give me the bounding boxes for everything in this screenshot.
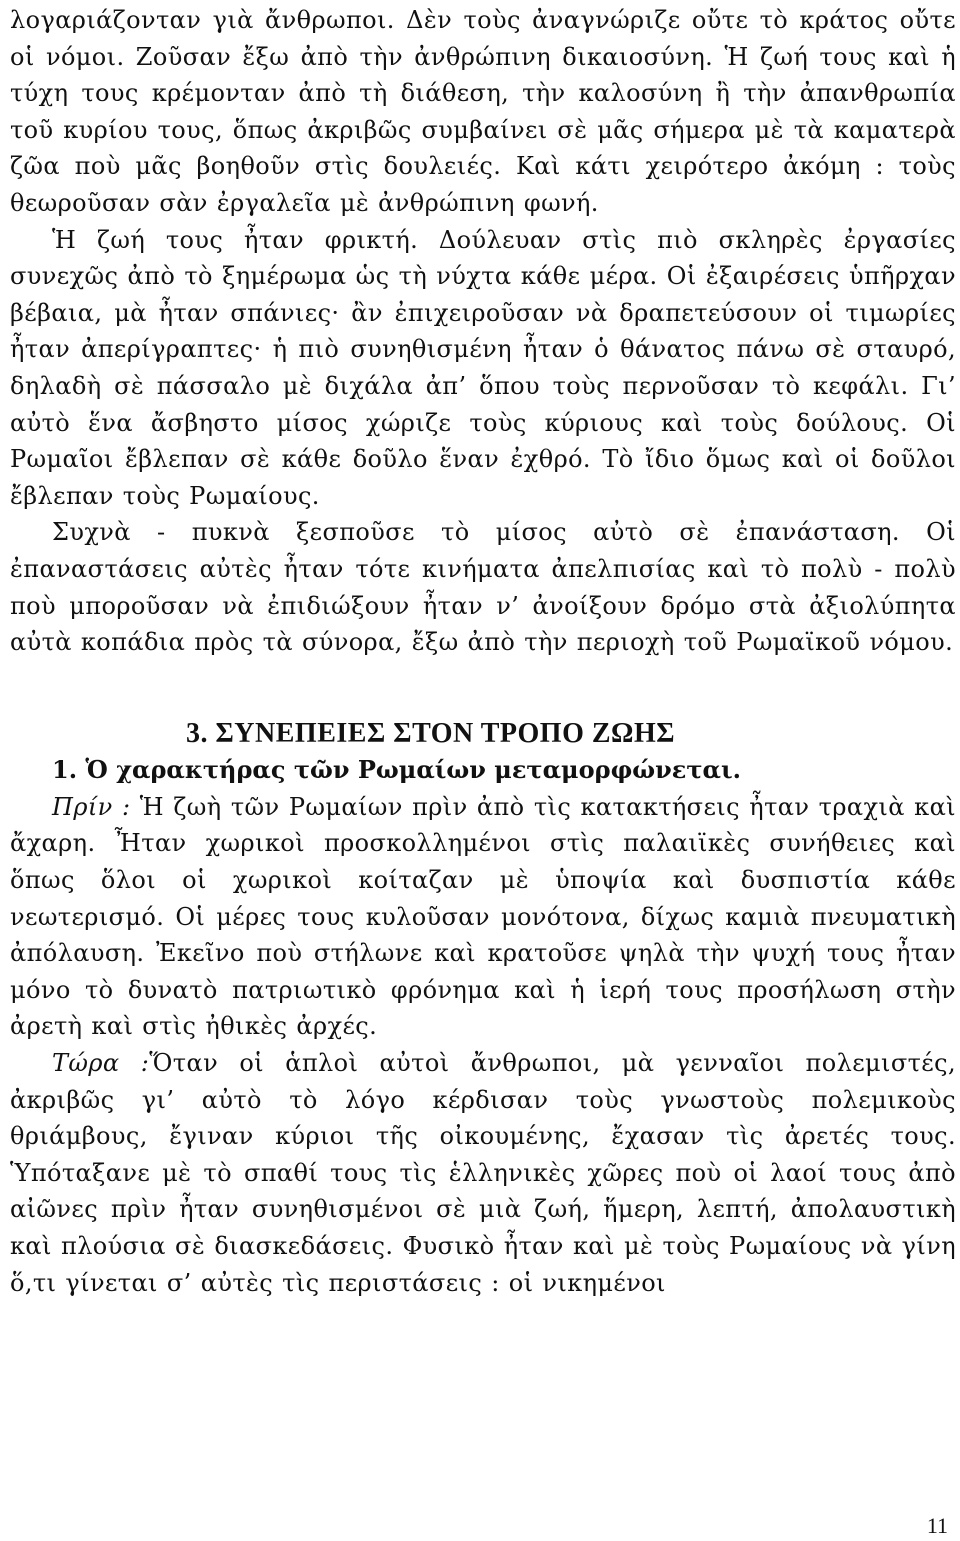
subsection-title: 1. Ὁ χαρακτήρας τῶν Ρωμαίων μεταμορφώνεται. — [52, 755, 741, 785]
section-title: 3. ΣΥΝΕΠΕΙΕΣ ΣΤΟΝ ΤΡΟΠΟ ΖΩΗΣ — [186, 717, 676, 749]
before-text: Ἡ ζωὴ τῶν Ρωμαίων πρὶν ἀπὸ τὶς κατακτήσεις ἦταν τραχιὰ καὶ ἄχαρη. Ἦταν χωρικοὶ προσκολλημένοι στὶς παλαιϊκὲς συνήθειες καὶ ὅπως ὅλοι οἱ χωρικοὶ κοίταζαν μὲ ὑποψία καὶ δυσπιστία κάθε νεωτερισμό. Οἱ μέρες τους κυλοῦσαν μονότονα, δίχως καμιὰ πνευματικὴ ἀπόλαυση. Ἐκεῖνο ποὺ στήλωνε καὶ κρατοῦσε ψηλὰ τὴν ψυχή τους ἦταν μόνο τὸ δυνατὸ πατριωτικὸ φρόνημα καὶ ἡ ἱερή τους προσήλωση στὴν ἀρετὴ καὶ στὶς ἠθικὲς ἀρχές. — [10, 792, 956, 1041]
paragraph-now — [10, 1045, 956, 1301]
document-page — [10, 2, 956, 1301]
page-number: 11 — [926, 1513, 948, 1538]
now-text: Ὅταν οἱ ἁπλοὶ αὐτοὶ ἄνθρωποι, μὰ γενναῖοι πολεμιστές, ἀκριβῶς γι’ αὐτὸ τὸ λόγο κέρδισαν τοὺς γνωστοὺς πολεμικοὺς θριάμβους, ἔγιναν κύριοι τῆς οἰκουμένης, ἔχασαν τὶς ἀρετές τους. Ὑπόταξανε μὲ τὸ σπαθί τους τὶς ἑλληνικὲς χῶρες ποὺ οἱ λαοί τους ἀπὸ αἰῶνες πρὶν ἦταν συνηθισμένοι σὲ μιὰ ζωή, ἥμερη, λεπτή, ἀπολαυστικὴ καὶ πλούσια σὲ διασκεδάσεις. Φυσικὸ ἦταν καὶ μὲ τοὺς Ρωμαίους νὰ γίνη ὅ,τι γίνεται σ’ αὐτὲς τὶς περιστάσεις : οἱ νικημένοι — [10, 1049, 956, 1297]
before-lead: Πρίν : — [52, 792, 131, 821]
now-lead: Τώρα : — [52, 1049, 150, 1078]
paragraph-slaves-life: Ἡ ζωή τους ἦταν φρικτή. Δούλευαν στὶς πιὸ σκληρὲς ἐργασίες συνεχῶς ἀπὸ τὸ ξημέρωμα ὡς τὴ νύχτα κάθε μέρα. Οἱ ἐξαιρέσεις ὑπῆρχαν βέβαια, μὰ ἦταν σπάνιες· ἂν ἐπιχειροῦσαν νὰ δραπετεύσουν οἱ τιμωρίες ἦταν ἀπερίγραπτες· ἡ πιὸ συνηθισμένη ἦταν ὁ θάνατος πάνω σὲ σταυρό, δηλαδὴ σὲ πάσσαλο μὲ διχάλα ἀπ’ ὅπου τοὺς περνοῦσαν τὸ κεφάλι. Γι’ αὐτὸ ἕνα ἄσβηστο μίσος χώριζε τοὺς κύριους καὶ τοὺς δούλους. Οἱ Ρωμαῖοι ἔβλεπαν σὲ κάθε δοῦλο ἕναν ἐχθρό. Τὸ ἴδιο ὅμως καὶ οἱ δοῦλοι ἔβλεπαν τοὺς Ρωμαίους. — [10, 225, 956, 510]
section-spacer — [10, 661, 956, 716]
paragraph-slaves-status: λογαριάζονταν γιὰ ἄνθρωποι. Δὲν τοὺς ἀναγνώριζε οὔτε τὸ κράτος οὔτε οἱ νόμοι. Ζοῦσαν ἔξω ἀπὸ τὴν ἀνθρώπινη δικαιοσύνη. Ἡ ζωή τους καὶ ἡ τύχη τους κρέμονταν ἀπὸ τὴ διάθεση, τὴν καλοσύνη ἢ τὴν ἀπανθρωπία τοῦ κυρίου τους, ὅπως ἀκριβῶς συμβαίνει σὲ μᾶς σήμερα μὲ τὰ καματερὰ ζῶα ποὺ μᾶς βοηθοῦν στὶς δουλειές. Καὶ κάτι χειρότερο ἀκόμη : τοὺς θεωροῦσαν σὰν ἐργαλεῖα μὲ ἀνθρώπινη φωνή. — [10, 6, 956, 217]
paragraph-slave-revolts: Συχνὰ - πυκνὰ ξεσποῦσε τὸ μίσος αὐτὸ σὲ ἐπανάσταση. Οἱ ἐπαναστάσεις αὐτὲς ἦταν τότε κινήματα ἀπελπισίας καὶ τὸ πολὺ - πολὺ ποὺ μποροῦσαν νὰ ἐπιδιώξουν ἦταν ν’ ἀνοίξουν δρόμο στὰ ἀξιολύπητα αὐτὰ κοπάδια πρὸς τὰ σύνορα, ἔξω ἀπὸ τὴν περιοχὴ τοῦ Ρωμαϊκοῦ νόμου. — [10, 518, 956, 657]
paragraph-before — [10, 789, 956, 1045]
